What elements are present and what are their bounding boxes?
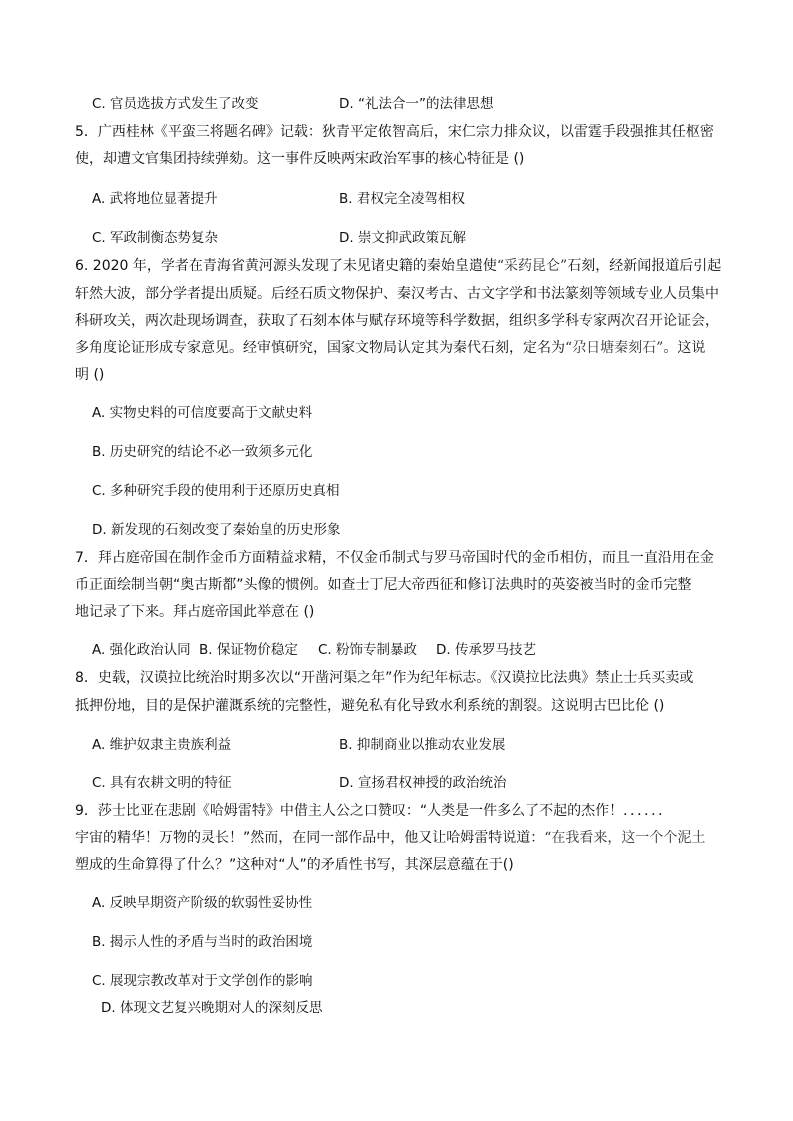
q9-quote-hamlet: “在我看来，这一个个泥土 (544, 830, 706, 846)
q4-option-c: C. 官员选拔方式发生了改变 (92, 96, 259, 112)
q9-stem-line3: 塑成的生命算得了什么？”这种对“人”的矛盾性书写，其深层意蕴在于() (75, 857, 514, 873)
q7-stem-line3: 地记录了下来。拜占庭帝国此举意在 () (75, 604, 315, 620)
q5-option-a: A. 武将地位显著提升 (92, 191, 218, 207)
q6-option-c: C. 多种研究手段的使用利于还原历史真相 (92, 483, 340, 499)
q6-option-b: B. 历史研究的结论不必一致须多元化 (92, 444, 313, 460)
q8-option-d: D. 宣扬君权神授的政治统治 (339, 775, 507, 791)
q9-option-a: A. 反映早期资产阶级的软弱性妥协性 (92, 895, 313, 911)
q6-option-d: D. 新发现的石刻改变了秦始皇的历史形象 (92, 522, 341, 538)
q5-option-d: D. 崇文抑武政策瓦解 (339, 230, 466, 246)
q8-stem-line1: 8．史载，汉谟拉比统治时期多次以“开凿河渠之年”作为纪年标志。《汉谟拉比法典》禁止士兵买卖或 (75, 670, 694, 686)
q6-stem-line1-b: 石刻，经新闻报道后引起 (567, 258, 722, 274)
q7-option-b: B. 保证物价稳定 (199, 642, 298, 658)
q7-option-c: C. 粉饰专制暴政 (318, 642, 418, 658)
q9-stem-line2-a: 宇宙的精华！万物的灵长！”然而，在同一部作品中，他又让哈姆雷特说道： (75, 830, 545, 846)
q9-stem-line2 (75, 828, 725, 848)
q6-stem-line3: 科研攻关，两次赴现场调查，获取了石刻本体与赋存环境等科学数据，组织多学科专家两次召开论证会， (75, 313, 719, 329)
q4-option-d: D. “礼法合一”的法律思想 (339, 96, 494, 112)
q8-option-a: A. 维护奴隶主贵族利益 (92, 737, 232, 753)
q5-option-b: B. 君权完全凌驾相权 (339, 191, 465, 207)
q6-stem-line5: 明 () (75, 367, 105, 383)
q9-stem-line1: 9．莎士比亚在悲剧《哈姆雷特》中借主人公之口赞叹：“人类是一件多么了不起的杰作！．．．．．． (75, 803, 673, 819)
q7-option-a: A. 强化政治认同 (92, 642, 191, 658)
q6-stem-line1 (75, 256, 725, 276)
q9-option-c: C. 展现宗教改革对于文学创作的影响 (92, 973, 313, 989)
q7-option-d: D. 传承罗马技艺 (436, 642, 536, 658)
q6-stem-line4-b: 。这说 (663, 340, 706, 356)
q7-stem-line2: 币正面绘制当朝“奥古斯都”头像的惯例。如查士丁尼大帝西征和修订法典时的英姿被当时的金币完整 (75, 577, 692, 593)
q6-quote-stone-name: “尕日塘秦刻石” (565, 340, 664, 356)
q7-stem-line1: 7．拜占庭帝国在制作金币方面精益求精，不仅金币制式与罗马帝国时代的金币相仿，而且一直沿用在金 (75, 550, 714, 566)
q8-stem-line2: 抵押份地，目的是保护灌溉系统的完整性，避免私有化导致水利系统的割裂。这说明古巴比伦 () (75, 698, 665, 714)
q5-stem-line1: 5．广西桂林《平蛮三将题名碑》记载：狄青平定侬智高后，宋仁宗力排众议，以雷霆手段强推其任枢密 (75, 124, 714, 140)
q8-option-c: C. 具有农耕文明的特征 (92, 775, 232, 791)
q6-stem-line2: 轩然大波，部分学者提出质疑。后经石质文物保护、秦汉考古、古文字学和书法篆刻等领域专业人员集中 (75, 286, 719, 302)
q9-option-d: D. 体现文艺复兴晚期对人的深刻反思 (101, 1000, 323, 1016)
q6-stem-line4 (75, 338, 725, 358)
q5-stem-line2: 使，却遭文官集团持续弹劾。这一事件反映两宋政治军事的核心特征是 () (75, 151, 525, 167)
q6-stem-line1-a: 6. 2020 年，学者在青海省黄河源头发现了未见诸史籍的秦始皇遣使 (75, 258, 497, 274)
q5-option-c: C. 军政制衡态势复杂 (92, 230, 219, 246)
q6-stem-line4-a: 多角度论证形成专家意见。经审慎研究，国家文物局认定其为秦代石刻，定名为 (75, 340, 565, 356)
q9-option-b: B. 揭示人性的矛盾与当时的政治困境 (92, 934, 313, 950)
q6-quote-caiyao: “采药昆仑” (496, 258, 568, 274)
q8-option-b: B. 抑制商业以推动农业发展 (339, 737, 506, 753)
q6-option-a: A. 实物史料的可信度要高于文献史料 (92, 405, 313, 421)
